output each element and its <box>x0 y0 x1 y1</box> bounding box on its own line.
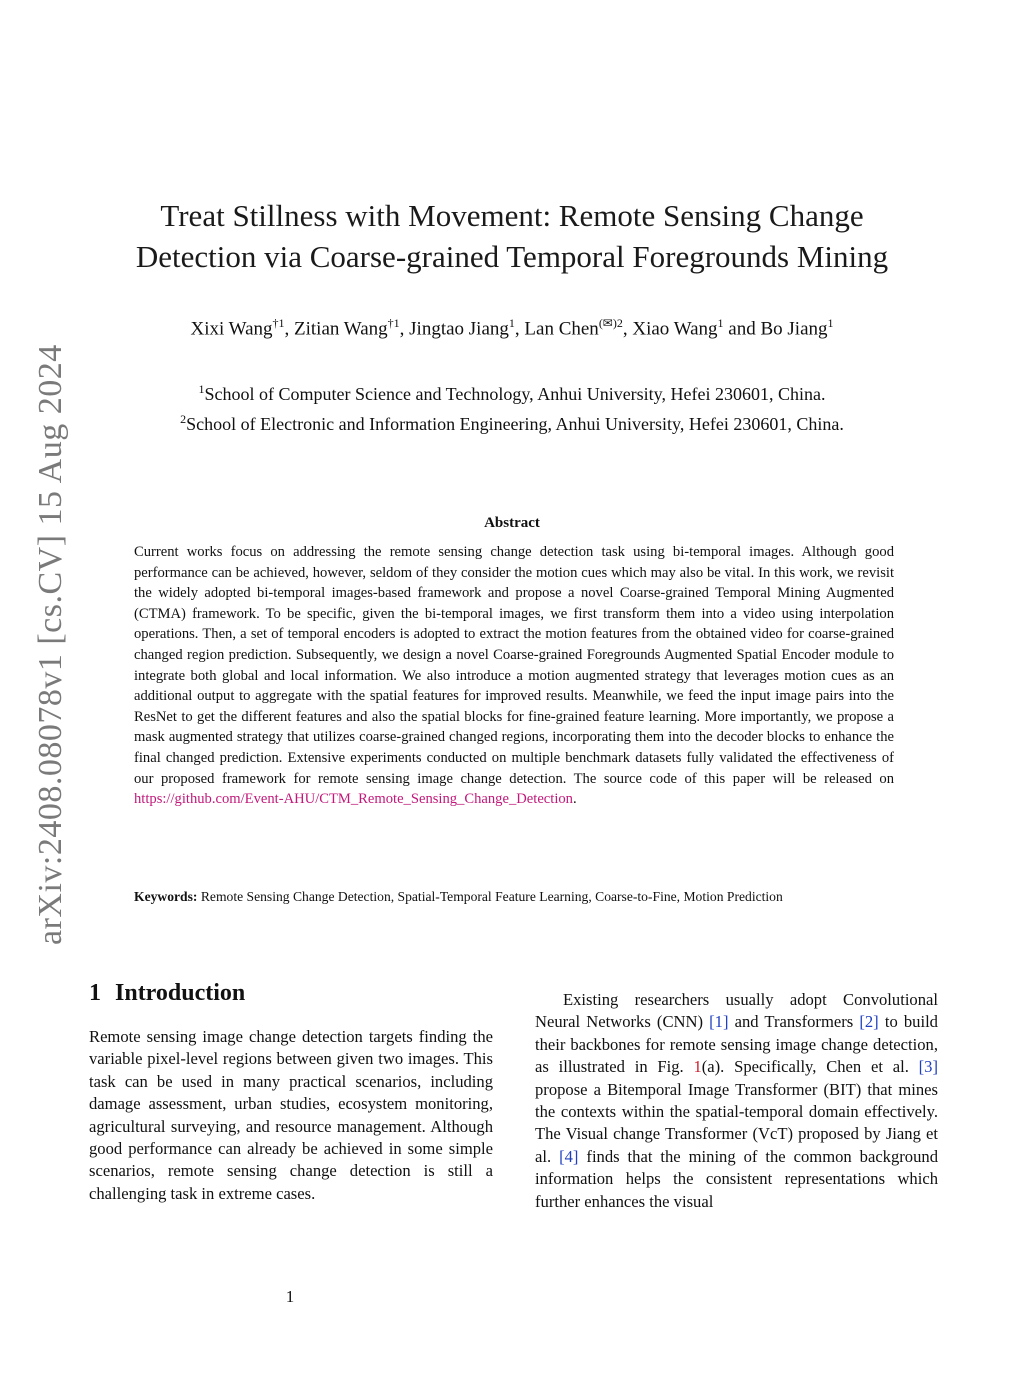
author-list: Xixi Wang$^{\dagger 1}$, Zitian Wang$^{\dagger 1}$, Jingtao Jiang$^1$, Lan Chen$^{(✉)2}$, Xiao Wang$^1$ and Bo Jiang$^1$ <box>190 316 834 340</box>
title-line-1: Treat Stillness with Movement: Remote Sensing Change <box>160 198 864 233</box>
author-name: Lan Chen <box>524 318 599 340</box>
section-title: Introduction <box>115 980 246 1006</box>
author-name: Xiao Wang <box>632 318 718 340</box>
keywords-text: Remote Sensing Change Detection, Spatial-Temporal Feature Learning, Coarse-to-Fine, Motion Prediction <box>200 889 783 904</box>
paper-title <box>100 195 924 277</box>
author-affiliation-mark: †1 <box>387 316 400 330</box>
author-affiliation-mark: 1 <box>717 316 724 330</box>
source-code-link[interactable]: https://github.com/Event-AHU/CTM_Remote_Sensing_Change_Detection <box>134 791 573 808</box>
author-name: Zitian Wang <box>294 318 388 340</box>
intro-left-column: Remote sensing image change detection targets finding the variable pixel-level regions between given two images. This task can be used in many practical scenarios, including damage assessment, urban studies, ecosystem monitoring, agricultural surveying, and resource management. Although good performance can already be achieved in some simple scenarios, remote sensing change detection is still a challenging task in extreme cases. <box>89 1027 493 1203</box>
figure-reference-link[interactable]: 1 <box>693 1057 702 1077</box>
keywords-label: Keywords: <box>134 889 198 904</box>
section-number: 1 <box>89 980 101 1006</box>
author-name: Jingtao Jiang <box>409 318 509 340</box>
abstract-text: Current works focus on addressing the remote sensing change detection task using bi-temporal images. Although good performance can be achieved, however, seldom of they consider the motion cues which may also be vital. In this work, we revisit the widely adopted bi-temporal images-based framework and propose a novel Coarse-grained Temporal Mining Augmented (CTMA) framework. To be specific, given the bi-temporal images, we first transform them into a video using interpolation operations. Then, a set of temporal encoders is adopted to extract the motion features from the obtained video for coarse-grained changed region prediction. Subsequently, we design a novel Coarse-grained Foregrounds Augmented Spatial Encoder module to integrate both global and local information. We also introduce a motion augmented strategy that leverages motion cues as an additional output to aggregate with the spatial features for improved results. Meanwhile, we feed the input image pairs into the ResNet to get the different features and also the spatial blocks for fine-grained feature learning. More importantly, we propose a mask augmented strategy that utilizes coarse-grained changed regions, incorporating them into the decoder blocks to enhance the final changed prediction. Extensive experiments conducted on multiple benchmark datasets fully validated the effectiveness of our proposed framework for remote sensing image change detection. The source code of this paper will be released on <box>134 544 894 787</box>
citation-link[interactable]: [1] <box>709 1012 729 1032</box>
intro-right-column: Existing researchers usually adopt Convolutional Neural Networks (CNN) [1] and Transformers [2] to build their backbones for remote sensing image change detection, as illustrated in Fig. 1(a). Specifically, Chen et al. [3] propose a Bitemporal Image Transformer (BIT) that mines the contexts within the spatial-temporal domain effectively. The Visual change Transformer (VcT) proposed by Jiang et al. [4] finds that the mining of the common background information helps the consistent representations which further enhances the visual <box>535 990 938 1211</box>
author-affiliation-mark: 1 <box>827 316 834 330</box>
author-affiliation-mark: (✉)2 <box>598 316 623 330</box>
citation-link[interactable]: [2] <box>859 1012 879 1032</box>
author-name: Bo Jiang <box>760 318 828 340</box>
affiliation-line: $^1$School of Computer Science and Technology, Anhui University, Hefei 230601, China. <box>198 382 826 404</box>
citation-link[interactable]: [3] <box>918 1057 938 1077</box>
abstract-heading: Abstract <box>484 515 540 531</box>
author-affiliation-mark: 1 <box>508 316 515 330</box>
abstract-body: Current works focus on addressing the remote sensing change detection task using bi-temporal images. Although good performance can be achieved, however, seldom of they consider the motion cues which may also be vital. In this work, we revisit the widely adopted bi-temporal images-based framework and propose a novel Coarse-grained Temporal Mining Augmented (CTMA) framework. To be specific, given the bi-temporal images, we first transform them into a video using interpolation operations. Then, a set of temporal encoders is adopted to extract the motion features from the obtained video for coarse-grained changed region prediction. Subsequently, we design a novel Coarse-grained Foregrounds Augmented Spatial Encoder module to integrate both global and local information. We also introduce a motion augmented strategy that leverages motion cues as an additional output to aggregate with the spatial features for improved results. Meanwhile, we feed the input image pairs into the ResNet to get the different features and also the spatial blocks for fine-grained feature learning. More importantly, we propose a mask augmented strategy that utilizes coarse-grained changed regions, incorporating them into the decoder blocks to enhance the final changed prediction. Extensive experiments conducted on multiple benchmark datasets fully validated the effectiveness of our proposed framework for remote sensing image change detection. The source code of this paper will be released on https://github.com/Event-AHU/CTM_Remote_Sensing_Change_Detection. <box>134 544 894 808</box>
author-affiliation-mark: †1 <box>272 316 285 330</box>
arxiv-identifier-stamp: arXiv:2408.08078v1 [cs.CV] 15 Aug 2024 <box>32 344 69 945</box>
page-number: 1 <box>285 1287 295 1306</box>
section-heading-introduction <box>89 980 245 1007</box>
keywords <box>134 888 894 906</box>
title-line-2: Detection via Coarse-grained Temporal Foregrounds Mining <box>135 239 889 274</box>
author-name: Xixi Wang <box>190 318 273 340</box>
citation-link[interactable]: [4] <box>559 1146 579 1166</box>
affiliation-list <box>80 377 944 437</box>
affiliation-line: $^2$School of Electronic and Information Engineering, Anhui University, Hefei 230601, China. <box>180 412 844 434</box>
